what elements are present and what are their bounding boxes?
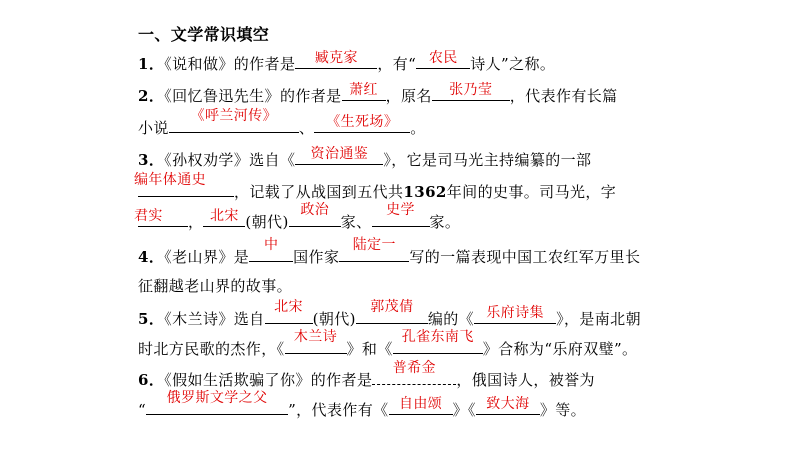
q5-text-2: (朝代) [312, 310, 356, 328]
q1-blank-1[interactable] [295, 52, 377, 69]
q2-text-1: 《回忆鲁迅先生》的作者是 [164, 87, 342, 105]
q2-answer-3: 《呼兰河传》 [190, 108, 278, 124]
q2-blank-1[interactable] [342, 84, 386, 101]
q4-blank-1[interactable] [249, 237, 293, 262]
question-4-line-1 [138, 237, 641, 268]
q3-blank-4[interactable] [203, 210, 245, 227]
q4-text-3: 写的一篇表现中国工农红军万里长 [409, 248, 641, 266]
q4-number: 4． [138, 248, 165, 266]
q3-answer-3: 君实 [134, 208, 163, 224]
q6-answer-3: 自由颂 [398, 396, 443, 412]
q5-blank-1[interactable] [265, 299, 313, 324]
q3-blank-3[interactable] [134, 208, 188, 227]
q5-text-1: 《木兰诗》选自 [164, 310, 265, 328]
q2-blank-4[interactable] [314, 116, 410, 133]
q2-answer-1: 萧红 [349, 82, 378, 98]
q2-text-3: ，代表作有长篇 [509, 87, 618, 105]
q4-blank-2[interactable] [339, 237, 409, 262]
section-title: 一、文学常识填空 [138, 25, 270, 44]
q3-text-2: 》，它是司马光主持编纂的一部 [383, 151, 592, 169]
q5-answer-4: 木兰诗 [293, 329, 338, 345]
q3-text-1: 《孙权劝学》选自《 [164, 151, 296, 169]
q3-blank-1[interactable] [295, 148, 383, 165]
q3-answer-6: 史学 [386, 202, 415, 218]
q4-answer-2: 陆定一 [352, 237, 396, 253]
q5-text-5: 时北方民歌的杰作，《 [138, 340, 285, 358]
q2-blank-3[interactable] [169, 108, 299, 133]
q5-answer-5: 孔雀东南飞 [401, 329, 474, 345]
q3-answer-5: 政治 [300, 202, 330, 218]
q3-text-6: (朝代) [245, 213, 289, 231]
q4-text-4: 征翻越老山界的故事。 [138, 277, 293, 295]
q2-answer-4: 《生死场》 [326, 114, 399, 130]
q1-number: 1． [138, 55, 165, 73]
q3-answer-2: 编年体通史 [134, 172, 206, 188]
q1-blank-2[interactable] [416, 52, 470, 69]
q3-answer-4: 北宋 [210, 208, 239, 224]
question-2-line-2 [138, 108, 426, 139]
q5-blank-2[interactable] [356, 299, 428, 324]
q6-text-1: 《假如生活欺骗了你》的作者是 [164, 371, 373, 389]
q5-answer-1: 北宋 [274, 299, 303, 315]
q5-text-7: 》合称为“乐府双璧”。 [482, 340, 638, 358]
question-4-line-2 [138, 275, 292, 297]
q2-number: 2． [138, 87, 165, 105]
q2-blank-2[interactable] [432, 84, 510, 101]
q2-text-6: 。 [410, 119, 426, 137]
question-2-line-1 [138, 84, 618, 107]
q6-answer-1: 普希金 [392, 360, 436, 376]
question-3-line-2 [134, 172, 617, 203]
q3-blank-5[interactable] [289, 202, 341, 227]
q6-text-2: ，俄国诗人，被誉为 [456, 371, 595, 389]
q3-number: 3． [138, 151, 165, 169]
q6-text-5: 》《 [452, 401, 476, 419]
question-5-line-2 [138, 329, 638, 360]
q3-text-8: 家。 [429, 213, 461, 231]
q3-blank-2[interactable] [134, 172, 234, 197]
q1-text-3: 诗人”之称。 [470, 55, 556, 73]
q4-text-1: 《老山界》是 [164, 248, 250, 266]
q5-answer-2: 郭茂倩 [370, 299, 414, 315]
q5-blank-4[interactable] [285, 329, 347, 354]
q3-text-7: 家、 [340, 213, 372, 231]
q5-text-3: 编的《 [427, 310, 475, 328]
q3-answer-1: 资治通鉴 [310, 146, 369, 162]
q1-text-1: 《说和做》的作者是 [164, 55, 296, 73]
q1-answer-2: 农民 [428, 50, 458, 66]
q2-text-5: 、 [298, 119, 315, 137]
q5-answer-3: 乐府诗集 [486, 305, 544, 321]
q4-answer-1: 中 [263, 237, 279, 253]
q3-text-3: ，记载了从战国到五代共 [234, 183, 404, 201]
q2-answer-2: 张乃莹 [449, 82, 493, 98]
q2-text-4: 小说 [138, 119, 169, 137]
q3-year-count: 1362 [403, 183, 447, 201]
q6-answer-2: 俄罗斯文学之父 [166, 390, 268, 406]
question-3-line-3 [134, 202, 461, 233]
question-6-line-2 [138, 390, 587, 421]
q6-blank-4[interactable] [476, 398, 540, 415]
question-6-line-1 [138, 360, 595, 391]
q1-answer-1: 臧克家 [314, 50, 358, 66]
q5-blank-5[interactable] [393, 329, 483, 354]
q3-text-4: 年间的史事。司马光，字 [446, 183, 617, 201]
q5-number: 5． [138, 310, 165, 328]
q6-text-4: ”，代表作有《 [288, 401, 389, 419]
question-5-line-1 [138, 299, 641, 330]
q6-blank-2[interactable] [146, 390, 288, 415]
q5-text-4: 》，是南北朝 [556, 310, 641, 328]
q5-blank-3[interactable] [474, 307, 556, 324]
q3-text-5: ， [188, 213, 204, 231]
q6-blank-1[interactable] [372, 360, 456, 385]
q2-text-2: ，原名 [385, 87, 432, 105]
q4-text-2: 国作家 [293, 248, 340, 266]
q3-blank-6[interactable] [372, 202, 430, 227]
question-1 [138, 52, 555, 75]
q1-text-2: ，有“ [377, 55, 417, 73]
q6-number: 6． [138, 371, 165, 389]
q6-text-3: “ [138, 401, 147, 419]
q6-answer-4: 致大海 [486, 396, 530, 412]
q6-text-6: 》等。 [539, 401, 587, 419]
q5-text-6: 》和《 [346, 340, 393, 358]
question-3-line-1 [138, 148, 591, 171]
q6-blank-3[interactable] [389, 398, 453, 415]
